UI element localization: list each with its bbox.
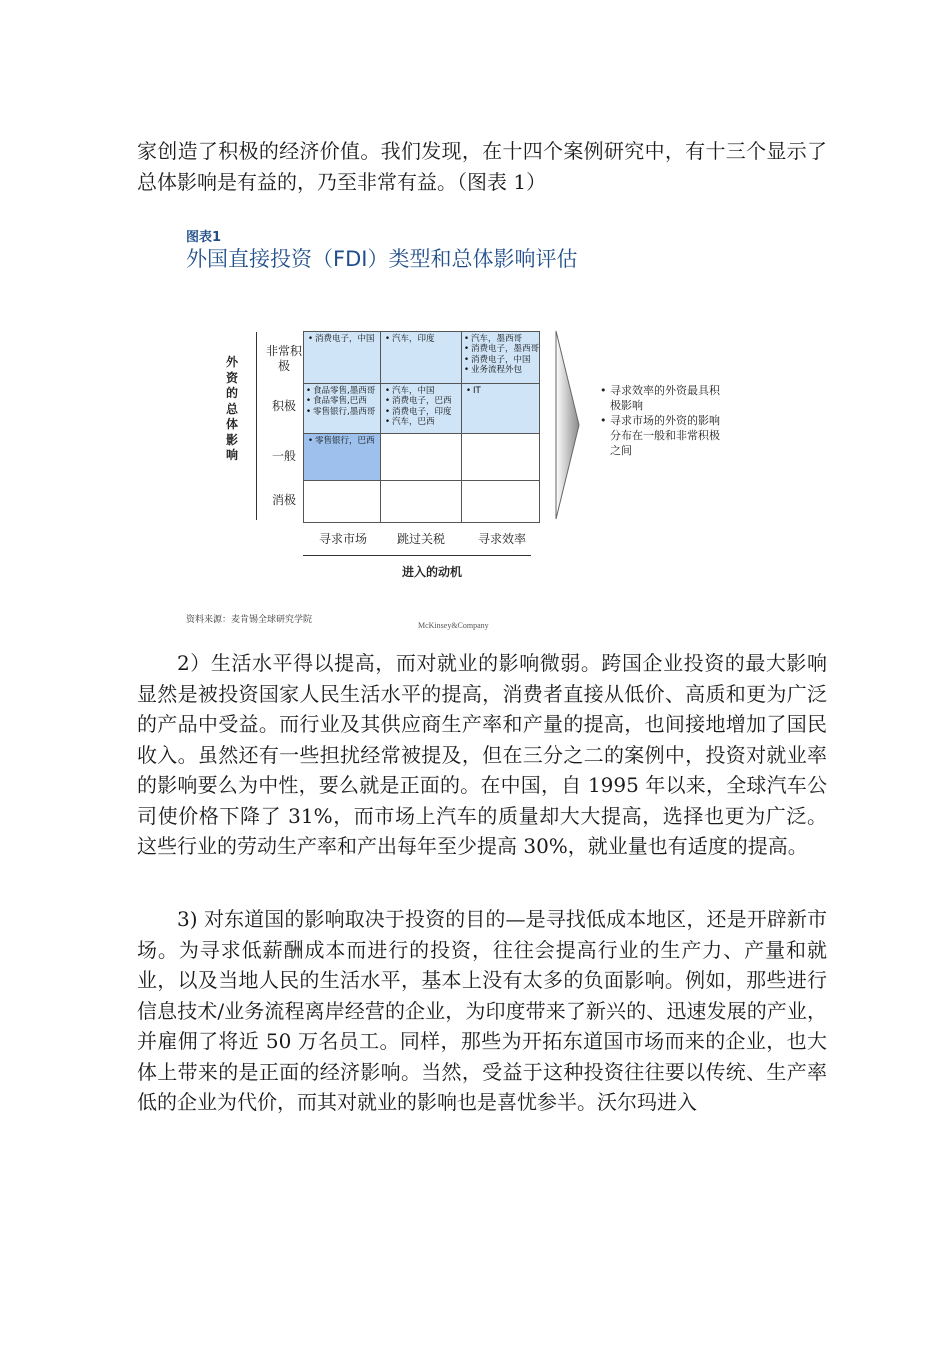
col-label-market: 寻求市场: [318, 532, 367, 546]
cell-item: • 消费电子，中国: [464, 355, 537, 365]
row-label-neutral: 一般: [271, 449, 296, 463]
col-label-efficiency: 寻求效率: [477, 532, 526, 546]
cell-positive-market: [303, 383, 381, 434]
brand-logo: McKinsey&Company: [418, 621, 489, 630]
takeaway-item: • 寻求效率的外资最具积极影响: [600, 383, 730, 413]
cell-item: • IT: [466, 386, 537, 396]
intro-paragraph: 家创造了积极的经济价值。我们发现，在十四个案例研究中，有十三个显示了总体影响是有益的，乃至非常有益。（图表 1）: [137, 139, 827, 194]
y-axis-title: 外资的总体影响: [225, 355, 238, 462]
y-axis-line: [256, 332, 257, 520]
cell-item: • 消费电子，中国: [308, 334, 378, 344]
cell-item: • 汽车，印度: [385, 334, 459, 344]
cell-item: • 汽车，巴西: [385, 417, 459, 427]
col-label-tariff: 跳过关税: [396, 532, 445, 546]
cell-positive-tariff: [380, 383, 462, 434]
cell-item: • 食品零售,巴西: [306, 396, 378, 406]
row-label-very-positive: 非常积极: [265, 344, 302, 373]
x-axis-title: 进入的动机: [401, 565, 462, 579]
figure-source: 资料来源：麦肯锡全球研究学院: [186, 615, 313, 625]
cell-item: • 汽车，墨西哥: [464, 334, 537, 344]
cell-item: • 业务流程外包: [464, 365, 537, 375]
cell-very-positive-market: [303, 331, 381, 384]
cell-neutral-tariff: [380, 433, 462, 481]
cell-very-positive-efficiency: [461, 331, 540, 384]
cell-item: • 零售银行,墨西哥: [306, 407, 378, 417]
cell-neutral-market: [303, 433, 381, 481]
cell-positive-efficiency: [461, 383, 540, 434]
row-label-positive: 积极: [271, 399, 296, 413]
cell-item: • 消费电子，印度: [385, 407, 459, 417]
takeaway-item: • 寻求市场的外资的影响分布在一般和非常积极之间: [600, 413, 730, 458]
summary-arrow-icon: [555, 330, 581, 520]
paragraph-3: 3) 对东道国的影响取决于投资的目的—是寻找低成本地区，还是开辟新市场。为寻求低薪酬成本而进行的投资，往往会提高行业的生产力、产量和就业，以及当地人民的生活水平，基本上没有太多的负面影响。例如，那些进行信息技术/业务流程离岸经营的企业，为印度带来了新兴的、迅速发展的产业，并雇佣了将近 50 万名员工。同样，那些为开拓东道国市场而来的企业，也大体上带来的是正面的经济影响。当然，受益于这种投资往往要以传统、生产率低的企业为代价，而其对就业的影响也是喜忧参半。沃尔玛进入: [137, 907, 827, 1114]
cell-very-positive-tariff: [380, 331, 462, 384]
cell-negative-tariff: [380, 480, 462, 523]
row-label-negative: 消极: [271, 493, 296, 507]
figure-label: 图表1: [186, 230, 222, 245]
cell-negative-market: [303, 480, 381, 523]
cell-item: • 零售银行，巴西: [308, 436, 377, 446]
cell-neutral-efficiency: [461, 433, 540, 481]
cell-item: • 食品零售,墨西哥: [306, 386, 378, 396]
figure-title: 外国直接投资（FDI）类型和总体影响评估: [186, 247, 578, 271]
cell-negative-efficiency: [461, 480, 540, 523]
cell-item: • 汽车，中国: [385, 386, 459, 396]
paragraph-2: 2）生活水平得以提高，而对就业的影响微弱。跨国企业投资的最大影响显然是被投资国家人民生活水平的提高，消费者直接从低价、高质和更为广泛的产品中受益。而行业及其供应商生产率和产量的提高，也间接地增加了国民收入。虽然还有一些担扰经常被提及，但在三分之二的案例中，投资对就业率的影响要么为中性，要么就是正面的。在中国，自 1995 年以来，全球汽车公司使价格下降了 31%，而市场上汽车的质量却大大提高，选择也更为广泛。这些行业的劳动生产率和产出每年至少提高 30%，就业量也有适度的提高。: [137, 651, 827, 858]
x-axis-line: [303, 555, 531, 556]
cell-item: • 消费电子，墨西哥: [464, 344, 537, 354]
takeaways: [600, 383, 730, 458]
cell-item: • 消费电子，巴西: [385, 396, 459, 406]
